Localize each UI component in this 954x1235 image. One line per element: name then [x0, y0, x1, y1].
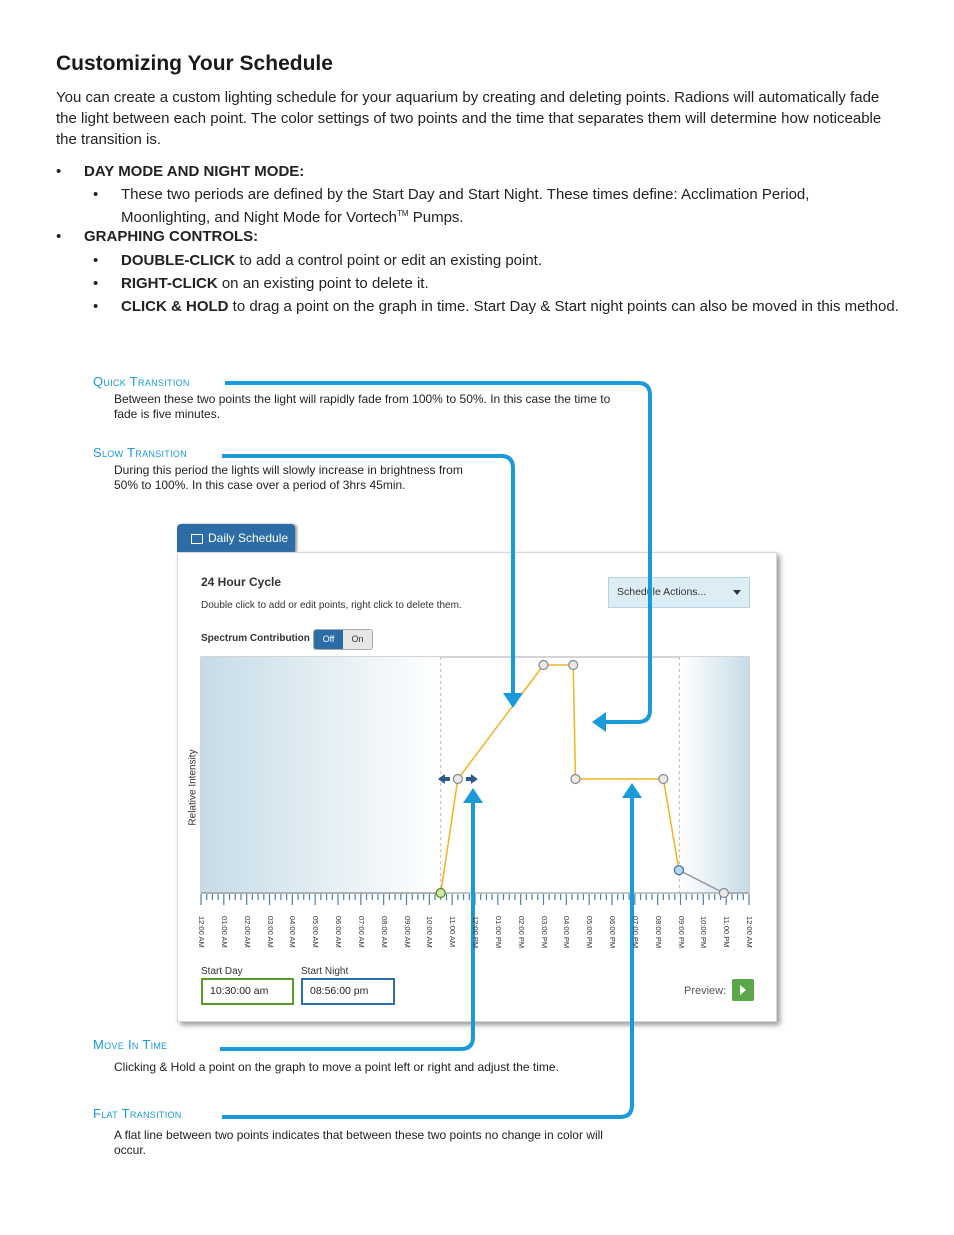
x-tick-label: 09:00 PM [676, 916, 686, 949]
x-tick-label: 12:00 PM [471, 916, 480, 949]
bullet-day-night: • DAY MODE AND NIGHT MODE: [56, 163, 305, 180]
control-point [569, 661, 578, 670]
callout-slow-heading: Slow Transition [93, 445, 187, 460]
preview-label: Preview: [684, 985, 727, 997]
toggle-off[interactable]: Off [314, 630, 343, 649]
x-tick-label: 12:00 AM [197, 916, 206, 948]
control-point [436, 889, 445, 898]
bullet-heading: GRAPHING CONTROLS: [84, 228, 259, 245]
night-shade-right [679, 657, 749, 893]
tab-label: Daily Schedule [208, 531, 289, 545]
callout-flat-text: A flat line between two points indicates that between these two points no change in color will occur. [114, 1128, 603, 1157]
control-point [674, 866, 683, 875]
bullet-graphing: • GRAPHING CONTROLS: [56, 228, 259, 245]
cycle-hint: Double click to add or edit points, right click to delete them. [201, 600, 462, 611]
callout-quick-heading: Quick Transition [93, 374, 190, 389]
x-tick-label: 06:00 PM [608, 916, 617, 949]
x-tick-label: 02:00 PM [516, 916, 526, 949]
x-tick-label: 12:00 AM [745, 916, 754, 948]
start-day-label: Start Day [201, 966, 243, 977]
bullet-double-click: • DOUBLE-CLICK to add a control point or edit an existing point. [93, 252, 543, 269]
dropdown-label: Schedule Actions... [617, 586, 707, 598]
x-tick-label: 04:00 PM [562, 916, 572, 949]
control-point [453, 775, 462, 784]
bullet-text: on an existing point to delete it. [217, 275, 429, 292]
x-tick-label: 05:00 PM [585, 916, 595, 949]
callout-move-text: Clicking & Hold a point on the graph to move a point left or right and adjust the time. [114, 1060, 559, 1074]
x-tick-label: 06:00 AM [334, 916, 343, 948]
x-tick-label: 04:00 AM [288, 916, 298, 948]
toggle-on[interactable]: On [343, 630, 372, 649]
x-tick-label: 08:00 AM [379, 916, 389, 948]
x-tick-label: 08:00 PM [653, 916, 663, 949]
start-day-input[interactable]: 10:30:00 am [201, 978, 294, 1005]
x-tick-label: 07:00 AM [356, 916, 366, 948]
page-title: Customizing Your Schedule [56, 52, 333, 75]
x-tick-label: 05:00 AM [311, 916, 321, 948]
bullet-text: to drag a point on the graph in time. Start Day & Start night points can also be moved in this method. [228, 298, 899, 315]
spectrum-label: Spectrum Contribution [201, 633, 310, 644]
cycle-title: 24 Hour Cycle [201, 575, 282, 589]
callout-quick-text: Between these two points the light will rapidly fade from 100% to 50%. In this case the time to fade is five minutes. [114, 392, 611, 421]
x-tick-label: 01:00 AM [219, 916, 229, 948]
x-tick-label: 03:00 AM [265, 916, 275, 948]
bullet-right-click: • RIGHT-CLICK on an existing point to delete it. [93, 275, 429, 292]
x-tick-label: 10:00 PM [699, 916, 709, 949]
bullet-bold: DOUBLE-CLICK [121, 252, 236, 269]
x-tick-label: 11:00 PM [722, 916, 732, 948]
bullet-text: Pumps. [408, 209, 464, 226]
control-point [571, 775, 580, 784]
bullet-bold: CLICK & HOLD [121, 298, 229, 315]
callout-move-heading: Move In Time [93, 1037, 168, 1052]
bullet-heading: DAY MODE AND NIGHT MODE: [84, 163, 305, 180]
bullet-bold: RIGHT-CLICK [121, 275, 218, 292]
bullet-click-hold: • CLICK & HOLD to drag a point on the graph in time. Start Day & Start night points can also be moved in this method. [93, 298, 899, 315]
control-point [659, 775, 668, 784]
control-point [719, 889, 728, 898]
bullet-text: These two periods are defined by the Start Day and Start Night. These times define: Acclimation Period, Moonlighting, and Night Mode for Vortech [121, 186, 810, 226]
trademark-sup: TM [397, 209, 409, 218]
callout-flat-heading: Flat Transition [93, 1106, 182, 1121]
x-tick-label: 09:00 AM [402, 916, 412, 948]
x-tick-label: 10:00 AM [425, 916, 435, 948]
callout-slow-text: During this period the lights will slowly increase in brightness from 50% to 100%. In this case over a period of 3hrs 45min. [114, 463, 463, 492]
intro-paragraph: You can create a custom lighting schedule for your aquarium by creating and deleting points. Radions will automatically fade the light between each point. The color settings of two points and the time that separates them will determine how noticeable the transition is. [56, 89, 882, 148]
x-tick-label: 03:00 PM [539, 916, 549, 949]
y-axis-label: Relative Intensity [187, 749, 199, 826]
start-night-input[interactable]: 08:56:00 pm [301, 978, 395, 1005]
night-shade-left [201, 657, 441, 893]
play-icon[interactable] [732, 979, 754, 1001]
x-tick-label: 02:00 AM [242, 916, 252, 948]
x-tick-label: 07:00 PM [630, 916, 640, 949]
start-night-label: Start Night [301, 966, 349, 977]
x-tick-label: 11:00 AM [448, 916, 458, 948]
bullet-text: to add a control point or edit an existing point. [235, 252, 543, 269]
x-tick-label: 01:00 PM [493, 916, 503, 949]
control-point [539, 661, 548, 670]
bullet-day-night-text: • These two periods are defined by the Start Day and Start Night. These times define: Acclimation Period, Moonlighting, and Night Mode for Vortech™ Pumps. [93, 186, 810, 226]
